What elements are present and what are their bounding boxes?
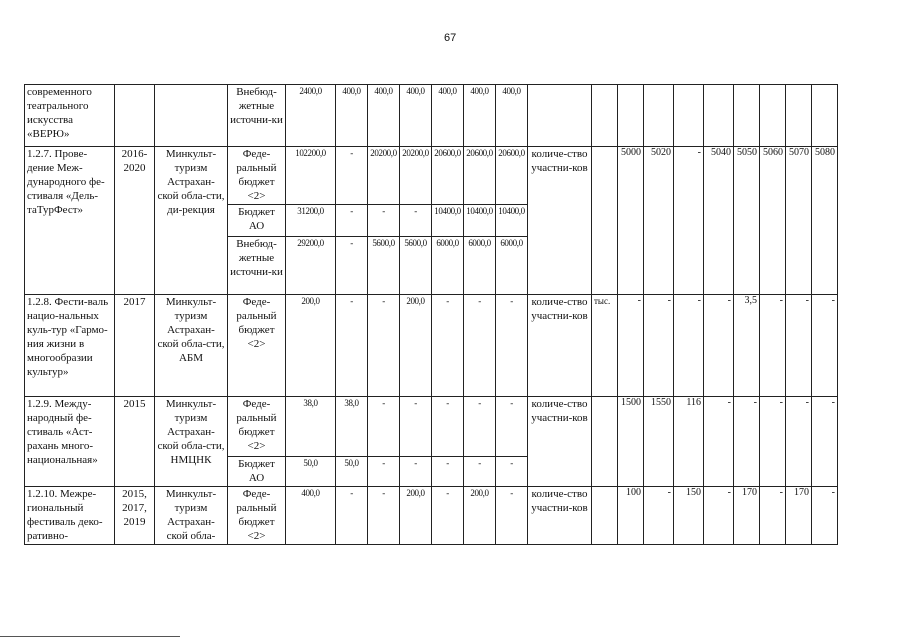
cell-value bbox=[786, 85, 812, 147]
table-row bbox=[25, 487, 838, 545]
cell-amount: - bbox=[368, 295, 400, 397]
cell-amount: 20600,0 bbox=[496, 147, 528, 205]
cell-value: - bbox=[674, 295, 704, 397]
cell-value: - bbox=[812, 295, 838, 397]
cell-amount: - bbox=[368, 205, 400, 237]
cell-amount: 10400,0 bbox=[432, 205, 464, 237]
cell-value: - bbox=[734, 397, 760, 487]
cell-value: - bbox=[704, 487, 734, 545]
cell-value: - bbox=[760, 295, 786, 397]
cell-amount: - bbox=[336, 237, 368, 295]
cell-amount: - bbox=[464, 295, 496, 397]
cell-total: 50,0 bbox=[286, 457, 336, 487]
cell-total: 2400,0 bbox=[286, 85, 336, 147]
cell-amount: 200,0 bbox=[400, 295, 432, 397]
table-row bbox=[25, 85, 838, 147]
cell-source: Бюджет АО bbox=[228, 457, 286, 487]
cell-value: 3,5 bbox=[734, 295, 760, 397]
cell-amount: 200,0 bbox=[464, 487, 496, 545]
cell-amount: 400,0 bbox=[464, 85, 496, 147]
cell-amount: - bbox=[368, 487, 400, 545]
cell-value bbox=[760, 85, 786, 147]
cell-amount: - bbox=[336, 147, 368, 205]
cell-amount: - bbox=[496, 397, 528, 457]
cell-amount: 5600,0 bbox=[368, 237, 400, 295]
cell-amount: 5600,0 bbox=[400, 237, 432, 295]
cell-value: 5050 bbox=[734, 147, 760, 295]
cell-value: - bbox=[760, 397, 786, 487]
cell-source: Феде-ральный бюджет <2> bbox=[228, 147, 286, 205]
cell-amount: - bbox=[336, 205, 368, 237]
cell-value: 170 bbox=[786, 487, 812, 545]
cell-amount: - bbox=[496, 295, 528, 397]
cell-value bbox=[644, 85, 674, 147]
cell-executor bbox=[155, 85, 228, 147]
cell-value bbox=[734, 85, 760, 147]
cell-total: 31200,0 bbox=[286, 205, 336, 237]
cell-amount: - bbox=[400, 205, 432, 237]
cell-amount: - bbox=[400, 457, 432, 487]
cell-amount: - bbox=[432, 457, 464, 487]
cell-amount: - bbox=[336, 295, 368, 397]
cell-amount: 400,0 bbox=[432, 85, 464, 147]
cell-years: 2015 bbox=[115, 397, 155, 487]
cell-value: - bbox=[786, 397, 812, 487]
cell-source: Бюджет АО bbox=[228, 205, 286, 237]
cell-unit bbox=[592, 85, 618, 147]
cell-amount: 20200,0 bbox=[400, 147, 432, 205]
cell-indicator: количе-ство участни-ков bbox=[528, 397, 592, 487]
cell-value: 5020 bbox=[644, 147, 674, 295]
cell-indicator bbox=[528, 85, 592, 147]
cell-amount: 10400,0 bbox=[496, 205, 528, 237]
cell-event: 1.2.9. Между-народный фе-стиваль «Аст-рахань много-национальная» bbox=[25, 397, 115, 487]
cell-value: 116 bbox=[674, 397, 704, 487]
cell-indicator: количе-ство участни-ков bbox=[528, 487, 592, 545]
cell-amount: 20200,0 bbox=[368, 147, 400, 205]
cell-total: 200,0 bbox=[286, 295, 336, 397]
cell-value: 5040 bbox=[704, 147, 734, 295]
cell-amount: 6000,0 bbox=[496, 237, 528, 295]
cell-value bbox=[812, 85, 838, 147]
cell-amount: - bbox=[336, 487, 368, 545]
cell-value: 1550 bbox=[644, 397, 674, 487]
cell-total: 38,0 bbox=[286, 397, 336, 457]
cell-source: Феде-ральный бюджет <2> bbox=[228, 295, 286, 397]
cell-amount: 200,0 bbox=[400, 487, 432, 545]
cell-value: 5080 bbox=[812, 147, 838, 295]
cell-source: Феде-ральный бюджет <2> bbox=[228, 397, 286, 457]
table-row bbox=[25, 397, 838, 457]
cell-value: - bbox=[760, 487, 786, 545]
cell-amount: 50,0 bbox=[336, 457, 368, 487]
cell-event: современного театрального искусства «ВЕРЮ» bbox=[25, 85, 115, 147]
cell-event: 1.2.10. Межре-гиональный фестиваль деко-ративно- bbox=[25, 487, 115, 545]
cell-total: 29200,0 bbox=[286, 237, 336, 295]
cell-indicator: количе-ство участни-ков bbox=[528, 295, 592, 397]
cell-event: 1.2.7. Прове-дение Меж-дународного фе-стиваля «Дель-таТурФест» bbox=[25, 147, 115, 295]
cell-value bbox=[704, 85, 734, 147]
cell-value: - bbox=[644, 295, 674, 397]
cell-value bbox=[674, 85, 704, 147]
cell-amount: - bbox=[496, 457, 528, 487]
cell-amount: 38,0 bbox=[336, 397, 368, 457]
cell-amount: 20600,0 bbox=[464, 147, 496, 205]
cell-executor: Минкульт-туризм Астрахан-ской обла-сти, НМЦНК bbox=[155, 397, 228, 487]
cell-amount: - bbox=[368, 397, 400, 457]
cell-total: 102200,0 bbox=[286, 147, 336, 205]
cell-event: 1.2.8. Фести-валь нацио-нальных куль-тур «Гармо-ния жизни в многообразии культур» bbox=[25, 295, 115, 397]
cell-amount: 20600,0 bbox=[432, 147, 464, 205]
cell-amount: - bbox=[368, 457, 400, 487]
cell-executor: Минкульт-туризм Астрахан-ской обла-сти, АБМ bbox=[155, 295, 228, 397]
program-table bbox=[24, 84, 838, 545]
cell-unit bbox=[592, 147, 618, 295]
cell-value: 170 bbox=[734, 487, 760, 545]
table-row bbox=[25, 295, 838, 397]
cell-unit bbox=[592, 487, 618, 545]
cell-value bbox=[618, 85, 644, 147]
table-row bbox=[25, 147, 838, 205]
cell-total: 400,0 bbox=[286, 487, 336, 545]
cell-years: 2015, 2017, 2019 bbox=[115, 487, 155, 545]
cell-executor: Минкульт-туризм Астрахан-ской обла- bbox=[155, 487, 228, 545]
cell-unit: тыс. bbox=[592, 295, 618, 397]
cell-amount: 400,0 bbox=[496, 85, 528, 147]
cell-value: - bbox=[644, 487, 674, 545]
cell-value: 5070 bbox=[786, 147, 812, 295]
cell-amount: 6000,0 bbox=[432, 237, 464, 295]
cell-amount: 10400,0 bbox=[464, 205, 496, 237]
cell-amount: - bbox=[464, 397, 496, 457]
cell-value: - bbox=[812, 487, 838, 545]
cell-value: 1500 bbox=[618, 397, 644, 487]
cell-value: 150 bbox=[674, 487, 704, 545]
cell-value: 5060 bbox=[760, 147, 786, 295]
cell-years bbox=[115, 85, 155, 147]
cell-value: - bbox=[786, 295, 812, 397]
cell-executor: Минкульт-туризм Астрахан-ской обла-сти, ди-рекция bbox=[155, 147, 228, 295]
cell-value: 100 bbox=[618, 487, 644, 545]
cell-years: 2016-2020 bbox=[115, 147, 155, 295]
page-number: 67 bbox=[444, 32, 457, 44]
cell-amount: - bbox=[432, 487, 464, 545]
cell-value: - bbox=[812, 397, 838, 487]
cell-amount: 400,0 bbox=[368, 85, 400, 147]
cell-amount: 400,0 bbox=[336, 85, 368, 147]
cell-value: - bbox=[704, 397, 734, 487]
cell-amount: 6000,0 bbox=[464, 237, 496, 295]
cell-amount: - bbox=[400, 397, 432, 457]
cell-amount: - bbox=[432, 295, 464, 397]
footer-rule bbox=[0, 636, 180, 637]
cell-amount: - bbox=[464, 457, 496, 487]
cell-amount: - bbox=[432, 397, 464, 457]
cell-source: Внебюд-жетные источни-ки bbox=[228, 237, 286, 295]
cell-source: Внебюд-жетные источни-ки bbox=[228, 85, 286, 147]
cell-amount: 400,0 bbox=[400, 85, 432, 147]
cell-value: - bbox=[704, 295, 734, 397]
cell-value: - bbox=[674, 147, 704, 295]
cell-indicator: количе-ство участни-ков bbox=[528, 147, 592, 295]
cell-amount: - bbox=[496, 487, 528, 545]
cell-value: - bbox=[618, 295, 644, 397]
cell-value: 5000 bbox=[618, 147, 644, 295]
cell-source: Феде-ральный бюджет <2> bbox=[228, 487, 286, 545]
cell-years: 2017 bbox=[115, 295, 155, 397]
cell-unit bbox=[592, 397, 618, 487]
